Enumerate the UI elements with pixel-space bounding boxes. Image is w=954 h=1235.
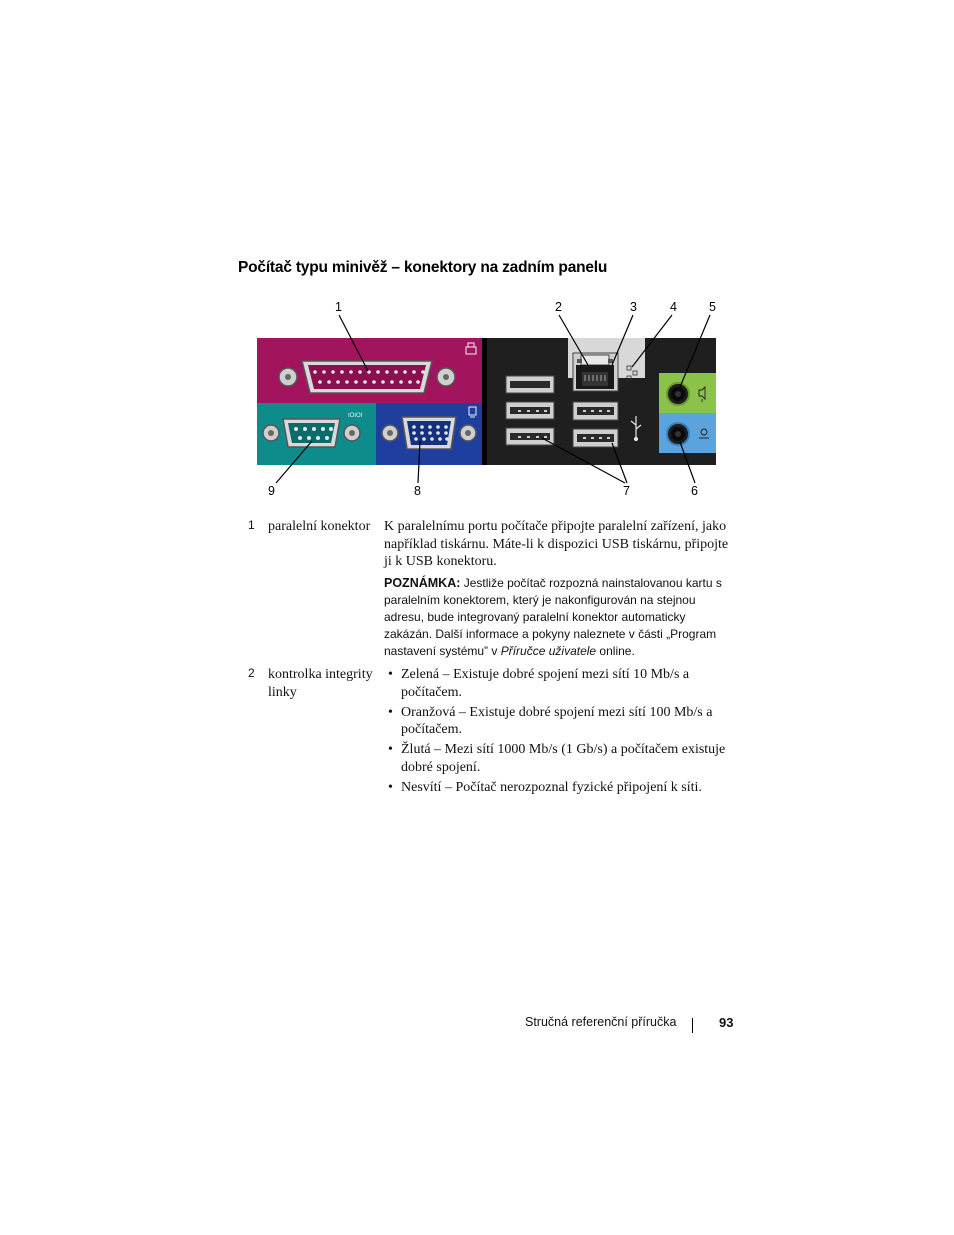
callout-8: 8 [414, 484, 421, 498]
bullet-list [384, 666, 734, 796]
note-label: POZNÁMKA: [384, 575, 461, 590]
usb-column-left [506, 376, 554, 445]
callout-6: 6 [691, 484, 698, 498]
list-item: • Žlutá – Mezi sítí 1000 Mb/s (1 Gb/s) a počítačem existuje dobré spojení. [388, 742, 726, 775]
note-italic: Příručce uživatele [500, 643, 597, 658]
footer-separator [692, 1018, 693, 1033]
list-item: • Zelená – Existuje dobré spojení mezi sítí 10 Mb/s a počítačem. [388, 667, 690, 700]
row-term: paralelní konektor [268, 519, 371, 534]
line-in-jack [667, 423, 689, 445]
serial-label: IOIOI [348, 413, 363, 419]
rear-panel-figure [250, 295, 725, 505]
note-text: Jestliže počítač rozpozná nainstalovanou kartu s paralelním konektorem, který je nakonfigurován na stejnou adresu, bude integrovaný paralelní konektor automaticky zakázán. Další informace a pokyny naleznete v části „Program nastavení systému” v [384, 575, 722, 658]
line-out-jack [667, 383, 689, 405]
footer-title: Stručná referenční příručka [525, 1015, 677, 1029]
list-item: • Oranžová – Existuje dobré spojení mezi sítí 100 Mb/s a počítačem. [388, 704, 713, 737]
table-row [248, 666, 738, 806]
row-description [384, 518, 734, 660]
row-description [384, 666, 734, 799]
note-text-end: online. [596, 643, 635, 658]
callout-5: 5 [709, 300, 716, 314]
rear-panel-diagram [250, 295, 725, 505]
page-number: 93 [719, 1015, 734, 1030]
row-description-text: K paralelnímu portu počítače připojte paralelní zařízení, jako například tiskárnu. Máte-li k dispozici USB tiskárnu, připojte ji k USB konektoru. [384, 519, 729, 569]
callout-7: 7 [623, 484, 630, 498]
row-term: kontrolka integrity linky [268, 667, 373, 700]
row-number: 2 [248, 666, 255, 680]
callout-4: 4 [670, 300, 677, 314]
row-number: 1 [248, 518, 255, 532]
io-panel-divider [482, 338, 487, 465]
callout-9: 9 [268, 484, 275, 498]
note [384, 575, 734, 660]
network-connector [573, 353, 618, 391]
callout-2: 2 [555, 300, 562, 314]
table-row [248, 518, 738, 663]
list-item: • Nesvítí – Počítač nerozpoznal fyzické připojení k síti. [388, 779, 702, 795]
callout-1: 1 [335, 300, 342, 314]
callout-3: 3 [630, 300, 637, 314]
section-heading: Počítač typu minivěž – konektory na zadním panelu [238, 259, 608, 276]
